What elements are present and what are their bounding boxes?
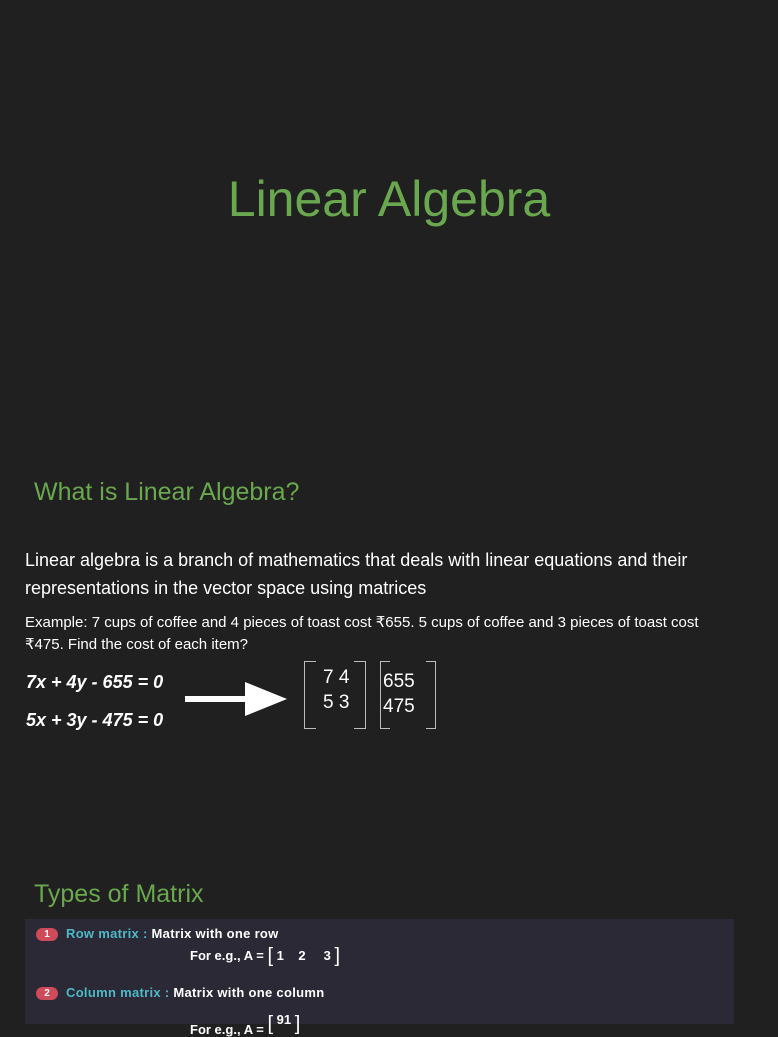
coefficient-matrix — [304, 661, 366, 729]
type-name: Row matrix : — [66, 926, 148, 941]
section-heading-what-is: What is Linear Algebra? — [34, 478, 300, 506]
type-definition — [66, 985, 324, 1000]
matrix-row: 475 — [383, 696, 415, 717]
example-value: 1 — [276, 948, 284, 963]
definition-paragraph: Linear algebra is a branch of mathematics that deals with linear equations and their representations in the vector space using matrices — [25, 550, 688, 598]
left-bracket: [ — [267, 1013, 273, 1035]
example-prefix: For e.g., A = — [190, 948, 264, 963]
type-example — [190, 1012, 300, 1037]
right-bracket: ] — [294, 1013, 301, 1035]
right-arrow-icon — [183, 680, 293, 720]
example-value: 3 — [323, 948, 331, 963]
type-example — [190, 945, 340, 968]
page-title: Linear Algebra — [227, 171, 551, 227]
number-badge: 1 — [36, 928, 58, 941]
matrix-types-panel — [25, 919, 734, 1037]
equation-2: 5x + 3y - 475 = 0 — [26, 710, 164, 730]
equation-1: 7x + 4y - 655 = 0 — [26, 672, 164, 692]
constant-matrix — [380, 661, 436, 729]
right-bracket — [426, 661, 436, 729]
section-heading-types: Types of Matrix — [34, 880, 204, 908]
number-badge: 2 — [36, 987, 58, 1000]
example-prefix: For e.g., A = — [190, 1022, 264, 1037]
example-value: 2 — [298, 948, 306, 963]
right-bracket: ] — [334, 945, 341, 967]
left-bracket: [ — [267, 945, 273, 967]
example-value: 91 — [276, 1012, 292, 1027]
matrix-row: 5 3 — [323, 692, 350, 713]
example-text: Example: 7 cups of coffee and 4 pieces of toast cost ₹655. 5 cups of coffee and 3 pieces of toast cost ₹475. Find the cost of each item? — [25, 614, 699, 653]
matrix-row: 655 — [383, 671, 415, 692]
left-bracket — [304, 661, 316, 729]
type-definition — [66, 926, 279, 941]
type-description: Matrix with one row — [151, 926, 279, 941]
type-name: Column matrix : — [66, 985, 170, 1000]
matrix-row: 7 4 — [323, 667, 350, 688]
type-description: Matrix with one column — [173, 985, 325, 1000]
right-bracket — [354, 661, 366, 729]
